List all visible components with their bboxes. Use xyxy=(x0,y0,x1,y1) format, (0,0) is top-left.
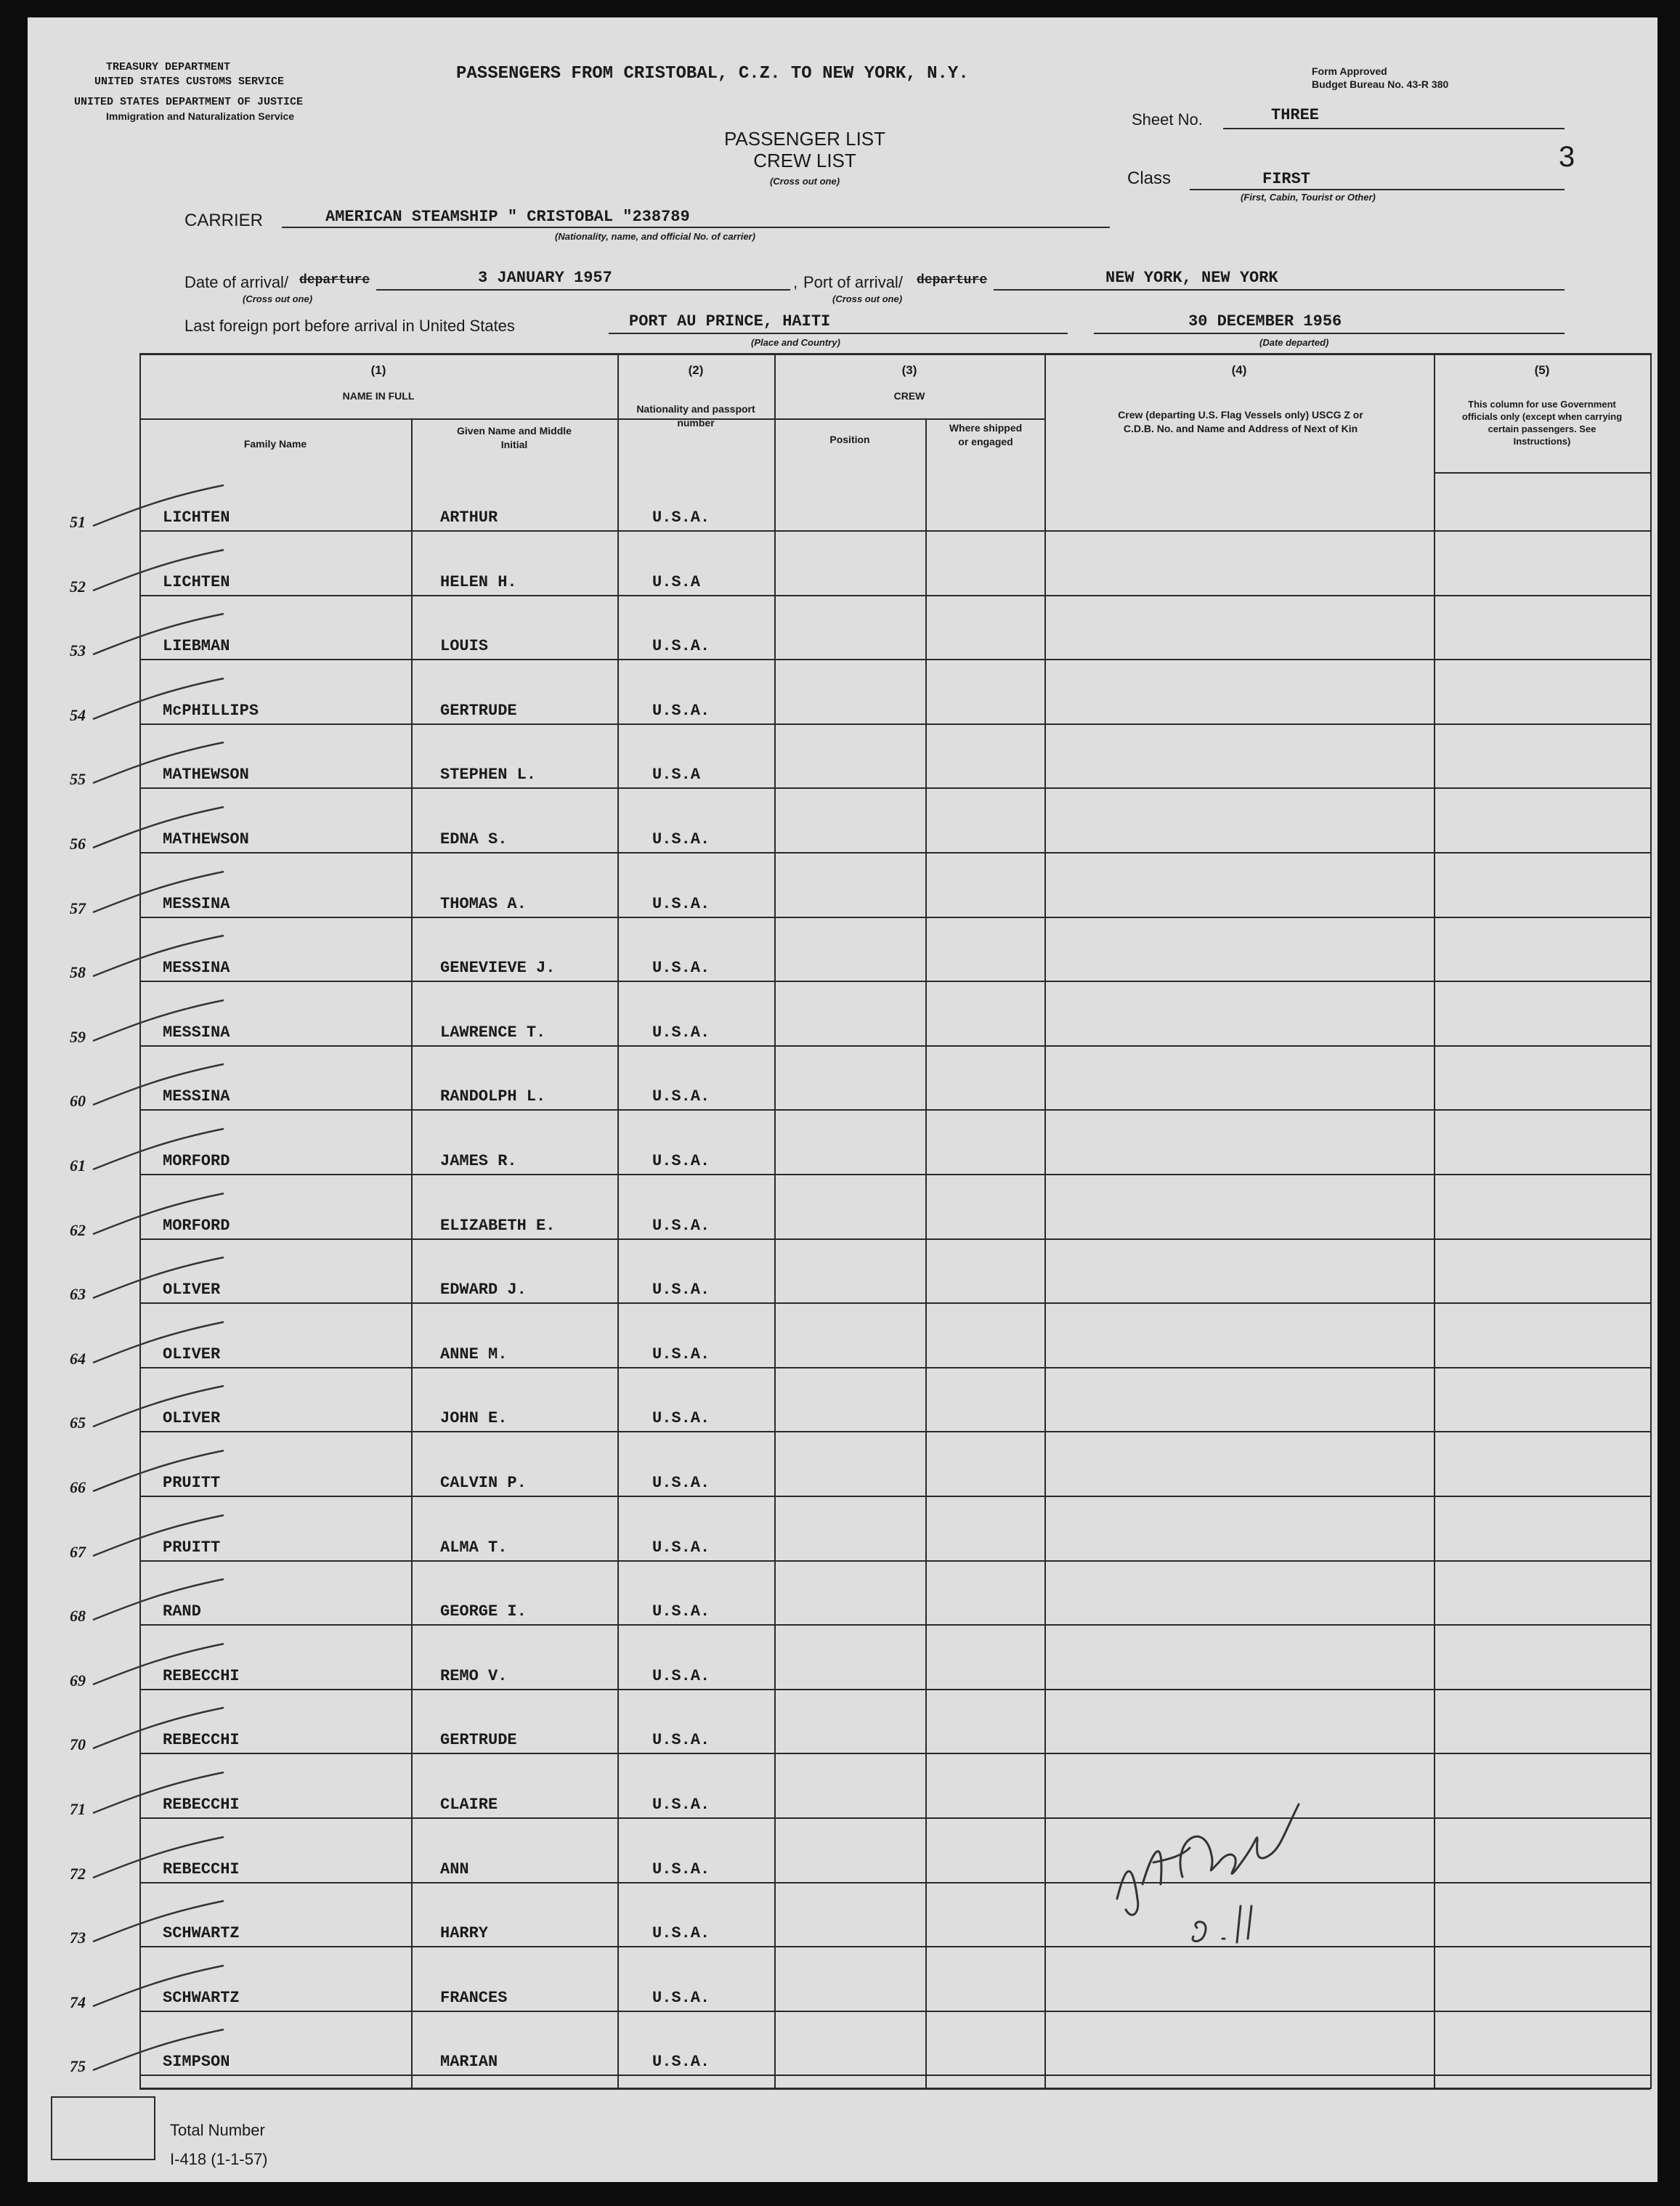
nationality-cell: U.S.A. xyxy=(652,1152,710,1170)
check-mark-icon xyxy=(86,547,231,598)
col-divider-4-5 xyxy=(1434,353,1435,2089)
carrier-label: CARRIER xyxy=(184,211,264,230)
col-divider-3-4 xyxy=(1044,353,1046,2089)
nationality-cell: U.S.A. xyxy=(652,1731,710,1750)
given-name-cell: ARTHUR xyxy=(440,508,498,527)
given-name-cell: CALVIN P. xyxy=(440,1474,527,1492)
row-rule xyxy=(139,1624,1650,1626)
family-name-cell: MORFORD xyxy=(163,1216,230,1235)
signature xyxy=(1103,1775,1320,1950)
family-name-cell: LICHTEN xyxy=(163,508,230,527)
row-rule xyxy=(139,1302,1650,1304)
given-name-cell: GERTRUDE xyxy=(440,1731,517,1750)
nationality-cell: U.S.A. xyxy=(652,1216,710,1235)
col-divider-2-3 xyxy=(774,353,776,2089)
row-number: 73 xyxy=(70,1929,86,1947)
date-label: Date of arrival/ xyxy=(184,273,289,291)
nationality-cell: U.S.A. xyxy=(652,1281,710,1299)
carrier-value: AMERICAN STEAMSHIP " CRISTOBAL "238789 xyxy=(325,208,690,226)
date-comma: , xyxy=(793,273,798,291)
date-struck: departure xyxy=(299,273,370,288)
check-mark-icon xyxy=(86,739,231,790)
check-mark-icon xyxy=(86,933,231,984)
family-name-cell: OLIVER xyxy=(163,1409,221,1428)
check-mark-icon xyxy=(86,1641,231,1692)
check-mark-icon xyxy=(86,1448,231,1499)
col-divider-family-given xyxy=(411,418,413,2089)
nationality-cell: U.S.A. xyxy=(652,508,710,527)
family-name-header: Family Name xyxy=(243,438,307,450)
row-rule xyxy=(139,1753,1650,1754)
date-underline xyxy=(376,289,790,291)
header-subdivider-3 xyxy=(774,418,1044,420)
family-name-cell: REBECCHI xyxy=(163,1796,240,1814)
col4-number: (4) xyxy=(1231,363,1247,377)
class-value: FIRST xyxy=(1262,170,1311,188)
nationality-cell: U.S.A. xyxy=(652,1409,710,1428)
document-page xyxy=(28,17,1657,2182)
row-rule xyxy=(139,1817,1650,1819)
check-mark-icon xyxy=(86,676,231,726)
date-value: 3 JANUARY 1957 xyxy=(478,269,612,287)
agency-line-4: Immigration and Naturalization Service xyxy=(106,110,295,122)
nationality-cell: U.S.A. xyxy=(652,1666,710,1685)
carrier-underline xyxy=(282,227,1110,228)
nationality-cell: U.S.A. xyxy=(652,1087,710,1106)
given-name-cell: THOMAS A. xyxy=(440,894,527,913)
nationality-cell: U.S.A. xyxy=(652,1988,710,2007)
sheet-underline xyxy=(1223,128,1565,129)
row-number: 55 xyxy=(70,770,86,789)
col1-number: (1) xyxy=(370,363,386,377)
family-name-cell: LICHTEN xyxy=(163,572,230,591)
row-rule xyxy=(139,1496,1650,1497)
check-mark-icon xyxy=(86,1254,231,1305)
family-name-cell: OLIVER xyxy=(163,1281,221,1299)
carrier-hint: (Nationality, name, and official No. of carrier) xyxy=(555,231,755,242)
check-mark-icon xyxy=(86,482,231,533)
nationality-cell: U.S.A xyxy=(652,572,701,591)
nationality-cell: U.S.A. xyxy=(652,637,710,656)
nationality-cell: U.S.A. xyxy=(652,1538,710,1557)
sheet-label: Sheet No. xyxy=(1132,110,1203,129)
col3-title: CREW xyxy=(893,390,925,402)
col2-title: Nationality and passport number xyxy=(636,403,755,429)
row-rule xyxy=(139,917,1650,918)
family-name-cell: LIEBMAN xyxy=(163,637,230,656)
nationality-cell: U.S.A xyxy=(652,766,701,784)
check-mark-icon xyxy=(86,1126,231,1177)
given-name-cell: FRANCES xyxy=(440,1988,508,2007)
row-number: 74 xyxy=(70,1992,86,2011)
row-number: 69 xyxy=(70,1671,86,1690)
given-name-cell: RANDOLPH L. xyxy=(440,1087,546,1106)
route-title: PASSENGERS FROM CRISTOBAL, C.Z. TO NEW YORK, N.Y. xyxy=(456,64,969,84)
row-number: 58 xyxy=(70,963,86,982)
row-rule xyxy=(139,2075,1650,2076)
nationality-cell: U.S.A. xyxy=(652,959,710,978)
row-rule xyxy=(139,1045,1650,1047)
form-approved: Form Approved xyxy=(1312,65,1387,77)
family-name-cell: REBECCHI xyxy=(163,1731,240,1750)
given-name-cell: GEORGE I. xyxy=(440,1602,527,1621)
check-mark-icon xyxy=(86,804,231,855)
given-name-cell: REMO V. xyxy=(440,1666,508,1685)
date-hint: (Cross out one) xyxy=(243,293,313,304)
row-number: 60 xyxy=(70,1092,86,1111)
row-rule xyxy=(139,1109,1650,1111)
row-rule xyxy=(139,1367,1650,1368)
row-rule xyxy=(139,787,1650,789)
row-rule xyxy=(139,1946,1650,1947)
nationality-cell: U.S.A. xyxy=(652,701,710,720)
agency-line-2: UNITED STATES CUSTOMS SERVICE xyxy=(94,76,285,88)
family-name-cell: MESSINA xyxy=(163,894,230,913)
last-port-hint: (Place and Country) xyxy=(751,337,840,348)
family-name-cell: MESSINA xyxy=(163,959,230,978)
last-port-label: Last foreign port before arrival in United States xyxy=(184,317,515,335)
nationality-cell: U.S.A. xyxy=(652,1474,710,1492)
total-label: Total Number xyxy=(170,2121,265,2139)
given-name-cell: JOHN E. xyxy=(440,1409,508,1428)
date-departed-value: 30 DECEMBER 1956 xyxy=(1188,312,1342,331)
check-mark-icon xyxy=(86,1705,231,1756)
check-mark-icon xyxy=(86,1383,231,1434)
row-number: 61 xyxy=(70,1156,86,1175)
given-name-cell: LOUIS xyxy=(440,637,489,656)
date-departed-hint: (Date departed) xyxy=(1259,337,1329,348)
row-number: 53 xyxy=(70,641,86,660)
nationality-cell: U.S.A. xyxy=(652,1345,710,1363)
row-rule xyxy=(139,659,1650,660)
row-number: 65 xyxy=(70,1414,86,1432)
col-divider-position-shipped xyxy=(925,418,927,2089)
family-name-cell: SIMPSON xyxy=(163,2053,230,2072)
page-number: 3 xyxy=(1559,141,1575,173)
given-name-cell: MARIAN xyxy=(440,2053,498,2072)
nationality-cell: U.S.A. xyxy=(652,1023,710,1042)
check-mark-icon xyxy=(86,1834,231,1885)
position-header: Position xyxy=(829,434,870,445)
family-name-cell: PRUITT xyxy=(163,1474,221,1492)
agency-line-3: UNITED STATES DEPARTMENT OF JUSTICE xyxy=(74,96,304,108)
check-mark-icon xyxy=(86,869,231,920)
given-name-cell: ALMA T. xyxy=(440,1538,508,1557)
given-name-cell: LAWRENCE T. xyxy=(440,1023,546,1042)
nationality-cell: U.S.A. xyxy=(652,1796,710,1814)
family-name-cell: RAND xyxy=(163,1602,201,1621)
nationality-cell: U.S.A. xyxy=(652,2053,710,2072)
total-number-box xyxy=(51,2096,155,2160)
table-bottom-border xyxy=(139,2088,1650,2090)
check-mark-icon xyxy=(86,1963,231,2014)
nationality-cell: U.S.A. xyxy=(652,1860,710,1878)
port-struck: departure xyxy=(917,273,988,288)
col5-number: (5) xyxy=(1534,363,1550,377)
row-rule xyxy=(139,1431,1650,1432)
row-rule xyxy=(139,852,1650,853)
check-mark-icon xyxy=(86,2027,231,2077)
family-name-cell: OLIVER xyxy=(163,1345,221,1363)
nationality-cell: U.S.A. xyxy=(652,894,710,913)
row-number: 68 xyxy=(70,1607,86,1626)
family-name-cell: MORFORD xyxy=(163,1152,230,1170)
given-name-cell: EDNA S. xyxy=(440,830,508,848)
list-type-crew: CREW LIST xyxy=(753,150,856,171)
nationality-cell: U.S.A. xyxy=(652,1924,710,1943)
row-rule xyxy=(139,2011,1650,2012)
row-rule xyxy=(139,530,1650,532)
given-name-cell: CLAIRE xyxy=(440,1796,498,1814)
check-mark-icon xyxy=(86,611,231,662)
given-name-header: Given Name and Middle Initial xyxy=(457,425,572,450)
port-value: NEW YORK, NEW YORK xyxy=(1105,269,1278,287)
row-number: 51 xyxy=(70,513,86,531)
row-rule xyxy=(139,1174,1650,1175)
check-mark-icon xyxy=(86,1191,231,1241)
last-port-underline xyxy=(609,333,1068,334)
given-name-cell: HARRY xyxy=(440,1924,489,1943)
family-name-cell: SCHWARTZ xyxy=(163,1924,240,1943)
port-hint: (Cross out one) xyxy=(832,293,903,304)
family-name-cell: REBECCHI xyxy=(163,1666,240,1685)
agency-line-1: TREASURY DEPARTMENT xyxy=(106,61,231,73)
row-number: 70 xyxy=(70,1735,86,1754)
port-label: Port of arrival/ xyxy=(803,273,903,291)
date-departed-underline xyxy=(1094,333,1565,334)
class-hint: (First, Cabin, Tourist or Other) xyxy=(1241,192,1376,203)
row-number: 71 xyxy=(70,1800,86,1818)
family-name-cell: REBECCHI xyxy=(163,1860,240,1878)
col2-number: (2) xyxy=(688,363,704,377)
nationality-cell: U.S.A. xyxy=(652,830,710,848)
family-name-cell: MESSINA xyxy=(163,1023,230,1042)
family-name-cell: MATHEWSON xyxy=(163,766,249,784)
class-label: Class xyxy=(1127,169,1172,188)
given-name-cell: HELEN H. xyxy=(440,572,517,591)
table-top-border xyxy=(139,353,1650,355)
family-name-cell: McPHILLIPS xyxy=(163,701,259,720)
family-name-cell: MATHEWSON xyxy=(163,830,249,848)
table-right-border xyxy=(1650,353,1652,2089)
row-rule xyxy=(139,1238,1650,1240)
given-name-cell: JAMES R. xyxy=(440,1152,517,1170)
row-number: 63 xyxy=(70,1285,86,1304)
given-name-cell: GERTRUDE xyxy=(440,701,517,720)
last-port-value: PORT AU PRINCE, HAITI xyxy=(629,312,831,331)
row-number: 52 xyxy=(70,577,86,596)
given-name-cell: ANN xyxy=(440,1860,469,1878)
given-name-cell: ANNE M. xyxy=(440,1345,508,1363)
col3-number: (3) xyxy=(901,363,917,377)
sheet-value: THREE xyxy=(1271,106,1320,124)
family-name-cell: MESSINA xyxy=(163,1087,230,1106)
given-name-cell: GENEVIEVE J. xyxy=(440,959,556,978)
row-number: 54 xyxy=(70,705,86,724)
port-underline xyxy=(994,289,1565,291)
family-name-cell: SCHWARTZ xyxy=(163,1988,240,2007)
given-name-cell: EDWARD J. xyxy=(440,1281,527,1299)
where-shipped-header: Where shipped or engaged xyxy=(949,422,1023,447)
row-rule xyxy=(139,981,1650,982)
row-rule xyxy=(139,1882,1650,1883)
col4-title: Crew (departing U.S. Flag Vessels only) USCG Z or C.D.B. No. and Name and Address of Next of Kin xyxy=(1118,409,1363,434)
col5-title: This column for use Government officials only (except when carrying certain passengers. See Instructions) xyxy=(1461,399,1623,447)
row-rule xyxy=(139,1689,1650,1690)
check-mark-icon xyxy=(86,1576,231,1627)
col-divider-1-2 xyxy=(617,353,619,2089)
check-mark-icon xyxy=(86,1512,231,1563)
row-number: 67 xyxy=(70,1542,86,1561)
list-type-hint: (Cross out one) xyxy=(769,176,840,187)
row-number: 64 xyxy=(70,1349,86,1368)
check-mark-icon xyxy=(86,1898,231,1949)
budget-bureau: Budget Bureau No. 43-R 380 xyxy=(1312,78,1449,90)
header-subdivider-5 xyxy=(1434,472,1650,474)
nationality-cell: U.S.A. xyxy=(652,1602,710,1621)
form-id: I-418 (1-1-57) xyxy=(170,2150,268,2168)
row-rule xyxy=(139,723,1650,725)
row-number: 62 xyxy=(70,1220,86,1239)
check-mark-icon xyxy=(86,997,231,1048)
check-mark-icon xyxy=(86,1061,231,1112)
row-number: 59 xyxy=(70,1027,86,1046)
row-rule xyxy=(139,1560,1650,1562)
row-number: 57 xyxy=(70,899,86,917)
row-number: 72 xyxy=(70,1864,86,1883)
row-number: 66 xyxy=(70,1478,86,1496)
class-underline xyxy=(1190,189,1565,190)
given-name-cell: STEPHEN L. xyxy=(440,766,537,784)
row-number: 75 xyxy=(70,2057,86,2076)
family-name-cell: PRUITT xyxy=(163,1538,221,1557)
given-name-cell: ELIZABETH E. xyxy=(440,1216,556,1235)
row-rule xyxy=(139,595,1650,596)
list-type-passenger: PASSENGER LIST xyxy=(723,128,886,150)
check-mark-icon xyxy=(86,1319,231,1370)
col1-title: NAME IN FULL xyxy=(342,390,415,402)
row-number: 56 xyxy=(70,835,86,853)
check-mark-icon xyxy=(86,1769,231,1820)
